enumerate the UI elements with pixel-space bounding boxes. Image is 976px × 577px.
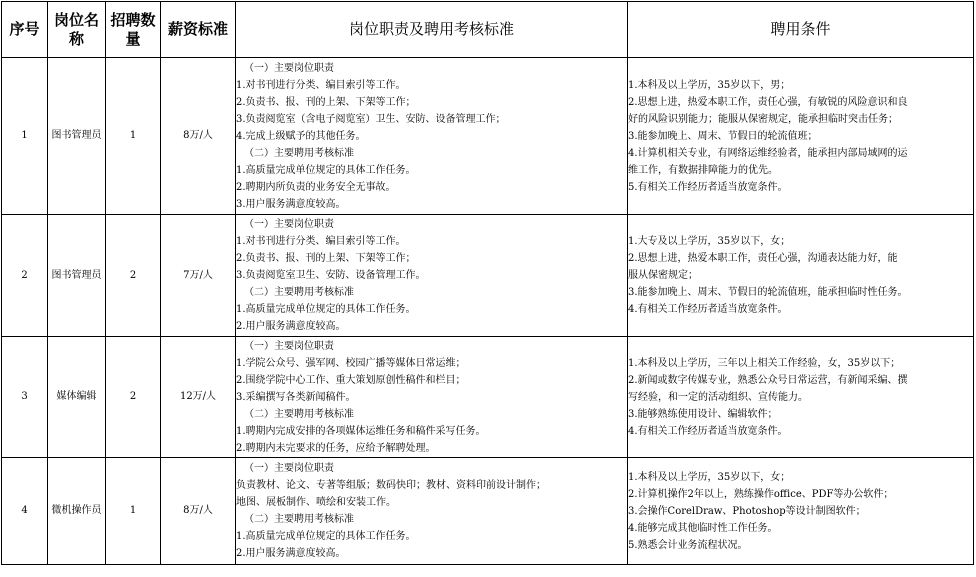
requirement-line: 5.熟悉会计业务流程状况。 bbox=[628, 539, 748, 551]
row-duties bbox=[236, 458, 628, 565]
row-salary: 12万/人 bbox=[161, 337, 236, 458]
duty-line: （一）主要岗位职责 bbox=[244, 463, 334, 474]
requirement-line: 3.能参加晚上、周末、节假日的轮流值班，能承担临时性任务。 bbox=[628, 287, 908, 298]
requirement-line: 1.大专及以上学历，35岁以下，女； bbox=[628, 236, 791, 247]
duty-line: （二）主要聘用考核标准 bbox=[244, 287, 354, 298]
row-requirements bbox=[628, 58, 974, 215]
duty-line: （一）主要岗位职责 bbox=[244, 62, 334, 74]
duty-line: 1.高质量完成单位规定的具体工作任务。 bbox=[236, 531, 416, 542]
row-count: 2 bbox=[106, 215, 161, 337]
duty-line: 2.围绕学院中心工作、重大策划原创性稿件和栏目； bbox=[236, 374, 466, 386]
duty-line: （二）主要聘用考核标准 bbox=[244, 408, 354, 420]
requirement-line: 4.有相关工作经历者适当放宽条件。 bbox=[628, 304, 788, 315]
row-no: 4 bbox=[2, 458, 48, 565]
table-row bbox=[2, 58, 974, 215]
row-count: 2 bbox=[106, 337, 161, 458]
duty-line: 3.负责阅览室卫生、安防、设备管理工作。 bbox=[236, 270, 426, 281]
duty-line: 1.高质量完成单位规定的具体工作任务。 bbox=[236, 164, 416, 176]
duty-line: 2.用户服务满意度较高。 bbox=[236, 321, 346, 332]
requirement-line: 写经验，和一定的活动组织、宣传能力。 bbox=[628, 391, 808, 403]
duty-line: （二）主要聘用考核标准 bbox=[244, 147, 354, 159]
requirement-line: 4.计算机相关专业，有网络运维经验者，能承担内部局域网的运 bbox=[628, 147, 908, 159]
row-duties bbox=[236, 58, 628, 215]
requirement-line: 维工作，有数据排障能力的优先。 bbox=[628, 164, 778, 176]
table-row bbox=[2, 215, 974, 337]
header-requirements: 聘用条件 bbox=[628, 2, 974, 58]
requirement-line: 2.思想上进，热爱本职工作，责任心强，有敏锐的风险意识和良 bbox=[628, 96, 908, 108]
header-count: 招聘数量 bbox=[106, 2, 161, 58]
duty-line: （一）主要岗位职责 bbox=[244, 340, 334, 352]
row-requirements bbox=[628, 215, 974, 337]
requirement-line: 4.能够完成其他临时性工作任务。 bbox=[628, 522, 778, 534]
row-duties bbox=[236, 337, 628, 458]
row-position: 图书管理员 bbox=[48, 58, 106, 215]
duty-line: 2.负责书、报、刊的上架、下架等工作； bbox=[236, 96, 416, 108]
recruitment-table bbox=[1, 1, 974, 565]
duty-line: 2.负责书、报、刊的上架、下架等工作； bbox=[236, 253, 416, 264]
requirement-line: 4.有相关工作经历者适当放宽条件。 bbox=[628, 425, 788, 437]
requirement-line: 2.计算机操作2年以上，熟练操作office、PDF等办公软件； bbox=[628, 488, 894, 500]
requirement-line: 3.能够熟练使用设计、编辑软件； bbox=[628, 408, 778, 420]
requirement-line: 1.本科及以上学历，35岁以下，男； bbox=[628, 79, 791, 91]
row-requirements bbox=[628, 337, 974, 458]
duty-line: 4.完成上级赋予的其他任务。 bbox=[236, 130, 366, 142]
duty-line: 1.对书刊进行分类、编目索引等工作。 bbox=[236, 236, 406, 247]
row-position: 图书管理员 bbox=[48, 215, 106, 337]
table-row bbox=[2, 458, 974, 565]
row-salary: 8万/人 bbox=[161, 58, 236, 215]
row-requirements bbox=[628, 458, 974, 565]
duty-line: 负责教材、论文、专著等组版；数码快印；教材、资料印前设计制作； bbox=[236, 480, 546, 491]
duty-line: 地图、展板制作、喷绘和安装工作。 bbox=[236, 497, 396, 508]
requirement-line: 好的风险识别能力；能服从保密规定，能承担临时突击任务； bbox=[628, 113, 898, 125]
requirement-line: 5.有相关工作经历者适当放宽条件。 bbox=[628, 181, 788, 193]
header-duties: 岗位职责及聘用考核标准 bbox=[236, 2, 628, 58]
requirement-line: 1.本科及以上学历，35岁以下，女； bbox=[628, 471, 791, 483]
duty-line: 3.采编撰写各类新闻稿件。 bbox=[236, 391, 356, 403]
requirement-line: 1.本科及以上学历，三年以上相关工作经验，女，35岁以下； bbox=[628, 357, 901, 369]
header-position: 岗位名称 bbox=[48, 2, 106, 58]
row-salary: 7万/人 bbox=[161, 215, 236, 337]
duty-line: 2.用户服务满意度较高。 bbox=[236, 548, 346, 559]
duty-line: 1.学院公众号、强军网、校园广播等媒体日常运维； bbox=[236, 357, 466, 369]
requirement-line: 2.新闻或数字传媒专业，熟悉公众号日常运营，有新闻采编、撰 bbox=[628, 374, 908, 386]
duty-line: 3.负责阅览室（含电子阅览室）卫生、安防、设备管理工作； bbox=[236, 113, 506, 125]
row-no: 3 bbox=[2, 337, 48, 458]
row-position: 微机操作员 bbox=[48, 458, 106, 565]
header-row bbox=[2, 2, 974, 58]
header-salary: 薪资标准 bbox=[161, 2, 236, 58]
duty-line: （二）主要聘用考核标准 bbox=[244, 514, 354, 525]
row-position: 媒体编辑 bbox=[48, 337, 106, 458]
row-no: 2 bbox=[2, 215, 48, 337]
requirement-line: 2.思想上进，热爱本职工作，责任心强，沟通表达能力好，能 bbox=[628, 253, 898, 264]
duty-line: 1.对书刊进行分类、编目索引等工作。 bbox=[236, 79, 406, 91]
requirement-line: 3.能参加晚上、周末、节假日的轮流值班； bbox=[628, 130, 818, 142]
requirement-line: 服从保密规定； bbox=[628, 270, 698, 281]
duty-line: 1.聘期内完成安排的各项媒体运维任务和稿件采写任务。 bbox=[236, 425, 486, 437]
duty-line: （一）主要岗位职责 bbox=[244, 219, 334, 230]
row-count: 1 bbox=[106, 58, 161, 215]
duty-line: 1.高质量完成单位规定的具体工作任务。 bbox=[236, 304, 416, 315]
duty-line: 3.用户服务满意度较高。 bbox=[236, 198, 346, 210]
table-row bbox=[2, 337, 974, 458]
row-count: 1 bbox=[106, 458, 161, 565]
duty-line: 2.聘期内所负责的业务安全无事故。 bbox=[236, 181, 396, 193]
row-no: 1 bbox=[2, 58, 48, 215]
duty-line: 2.聘期内未完要求的任务，应给予解聘处理。 bbox=[236, 442, 436, 454]
row-duties bbox=[236, 215, 628, 337]
requirement-line: 3.会操作CorelDraw、Photoshop等设计制图软件； bbox=[628, 505, 866, 517]
header-no: 序号 bbox=[2, 2, 48, 58]
row-salary: 8万/人 bbox=[161, 458, 236, 565]
